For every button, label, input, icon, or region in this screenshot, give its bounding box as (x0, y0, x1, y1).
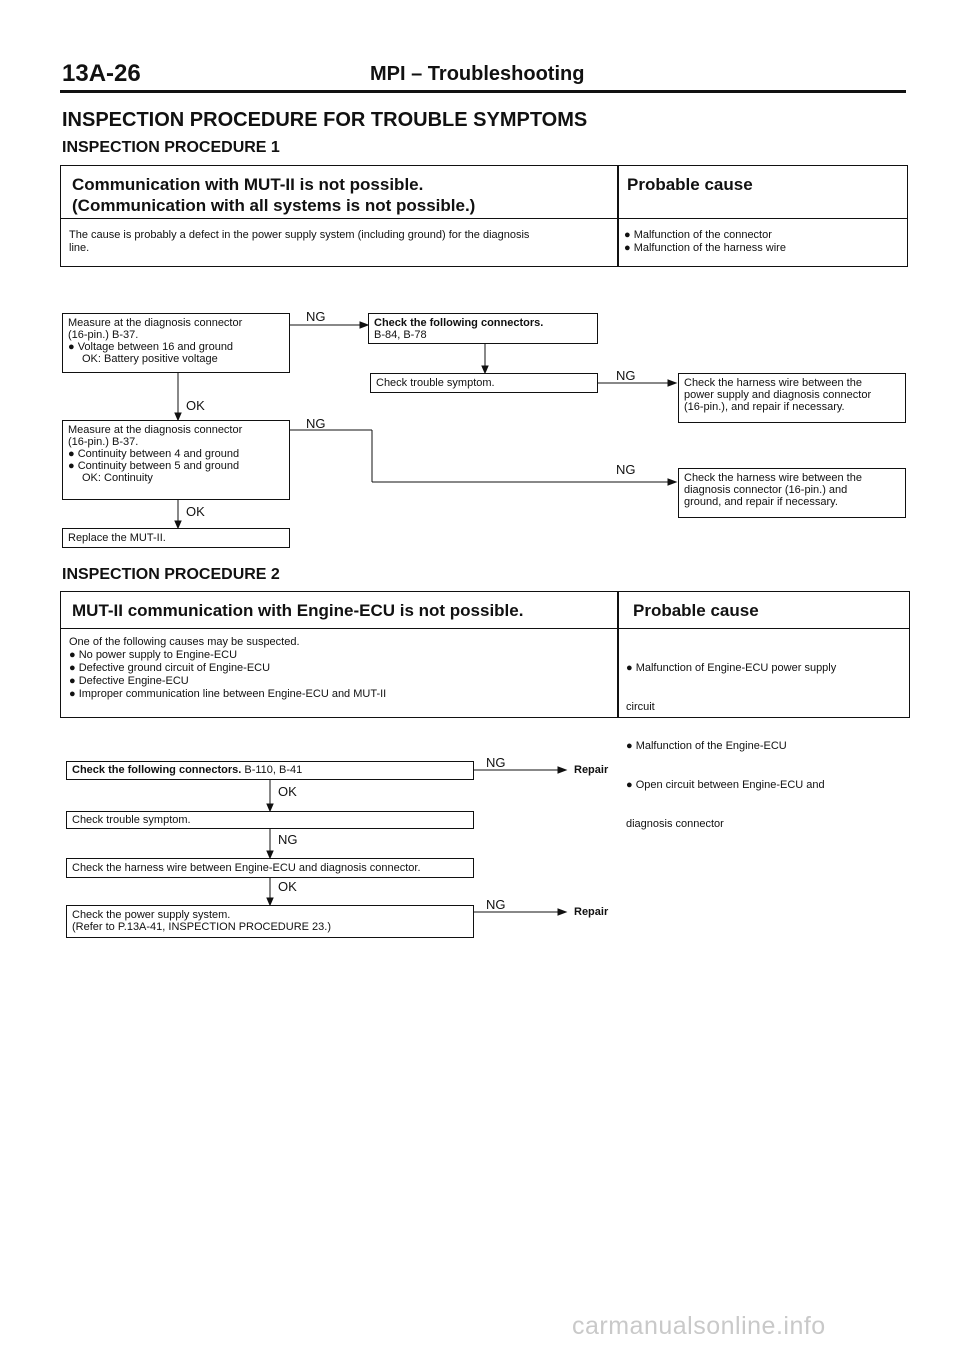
procedure2-heading: INSPECTION PROCEDURE 2 (62, 566, 280, 583)
harness-ground-line: ground, and repair if necessary. (684, 496, 838, 508)
step1-line: Measure at the diagnosis connector (68, 317, 243, 329)
procedure1-symptom-line1: Communication with MUT-II is not possible. (72, 175, 424, 194)
procedure2-step1-box (66, 761, 474, 780)
ng-label: NG (486, 897, 506, 912)
procedure2-cause-item: diagnosis connector (626, 818, 724, 830)
step4-line: Check the power supply system. (72, 909, 231, 921)
ng-label: NG (616, 462, 636, 477)
step2-line: ● Continuity between 5 and ground (68, 460, 240, 472)
step1-line: ● Voltage between 16 and ground (68, 341, 234, 353)
ok-label: OK (278, 784, 297, 799)
ng-label: NG (306, 309, 326, 324)
step2-line: Measure at the diagnosis connector (68, 424, 243, 436)
procedure2-step2-box: Check trouble symptom. (66, 811, 474, 829)
step2-line: (16-pin.) B-37. (68, 436, 139, 448)
ok-label: OK (278, 879, 297, 894)
ng-label: NG (306, 416, 326, 431)
step1-ok-criterion: OK: Battery positive voltage (82, 353, 218, 365)
procedure1-check-symptom-box: Check trouble symptom. (370, 373, 598, 393)
step1-line: (16-pin.) B-37. (68, 329, 139, 341)
procedure1-description-line1: The cause is probably a defect in the power supply system (including ground) for the diagnosis (69, 229, 530, 241)
step2-line: ● Continuity between 4 and ground (68, 448, 240, 460)
harness-power-line: Check the harness wire between the (684, 377, 862, 389)
step2-ok-criterion: OK: Continuity (82, 472, 153, 484)
ok-label: OK (186, 398, 205, 413)
connectors-list: B-84, B-78 (374, 329, 427, 341)
procedure2-step3-box: Check the harness wire between Engine-ECU and diagnosis connector. (66, 858, 474, 878)
procedure2-description-line: One of the following causes may be suspected. (69, 636, 300, 648)
procedure2-description-line: ● No power supply to Engine-ECU (69, 649, 238, 661)
ng-label: NG (486, 755, 506, 770)
procedure2-description-line: ● Improper communication line between Engine-ECU and MUT-II (69, 688, 387, 700)
procedure2-cause-item: ● Malfunction of the Engine-ECU (626, 740, 787, 752)
harness-ground-line: diagnosis connector (16-pin.) and (684, 484, 848, 496)
ok-label: OK (186, 504, 205, 519)
procedure1-cause-item: ● Malfunction of the harness wire (624, 242, 786, 254)
procedure1-step3-box: Replace the MUT-II. (62, 528, 290, 548)
procedure2-cause-item: circuit (626, 701, 655, 713)
harness-power-line: (16-pin.), and repair if necessary. (684, 401, 845, 413)
main-title: INSPECTION PROCEDURE FOR TROUBLE SYMPTOMS (62, 109, 588, 131)
page-number: 13A-26 (62, 60, 141, 87)
harness-power-line: power supply and diagnosis connector (684, 389, 872, 401)
ng-label: NG (616, 368, 636, 383)
harness-ground-line: Check the harness wire between the (684, 472, 862, 484)
procedure2-description-line: ● Defective Engine-ECU (69, 675, 189, 687)
ng-label: NG (278, 832, 298, 847)
procedure1-heading: INSPECTION PROCEDURE 1 (62, 139, 280, 156)
procedure1-probable-cause-header: Probable cause (627, 175, 753, 194)
procedure1-cause-item: ● Malfunction of the connector (624, 229, 772, 241)
procedure2-symptom: MUT-II communication with Engine-ECU is not possible. (72, 601, 524, 620)
connectors-title: Check the following connectors. (374, 317, 544, 329)
watermark-text: carmanualsonline.info (572, 1312, 826, 1340)
repair-label: Repair (574, 764, 609, 776)
section-title: MPI – Troubleshooting (370, 63, 585, 85)
procedure2-step4-box (66, 905, 474, 938)
procedure2-description-line: ● Defective ground circuit of Engine-ECU (69, 662, 271, 674)
procedure2-cause-item: ● Malfunction of Engine-ECU power supply (626, 662, 837, 674)
procedure1-description-line2: line. (69, 242, 90, 254)
step1-list: B-110, B-41 (244, 764, 303, 776)
step1-title: Check the following connectors. (72, 764, 242, 776)
repair-label: Repair (574, 906, 609, 918)
procedure2-probable-cause-header: Probable cause (633, 601, 759, 620)
procedure2-cause-item: ● Open circuit between Engine-ECU and (626, 779, 825, 791)
step4-line: (Refer to P.13A-41, INSPECTION PROCEDURE 23.) (72, 921, 331, 933)
procedure1-symptom-line2: (Communication with all systems is not possible.) (72, 196, 476, 215)
